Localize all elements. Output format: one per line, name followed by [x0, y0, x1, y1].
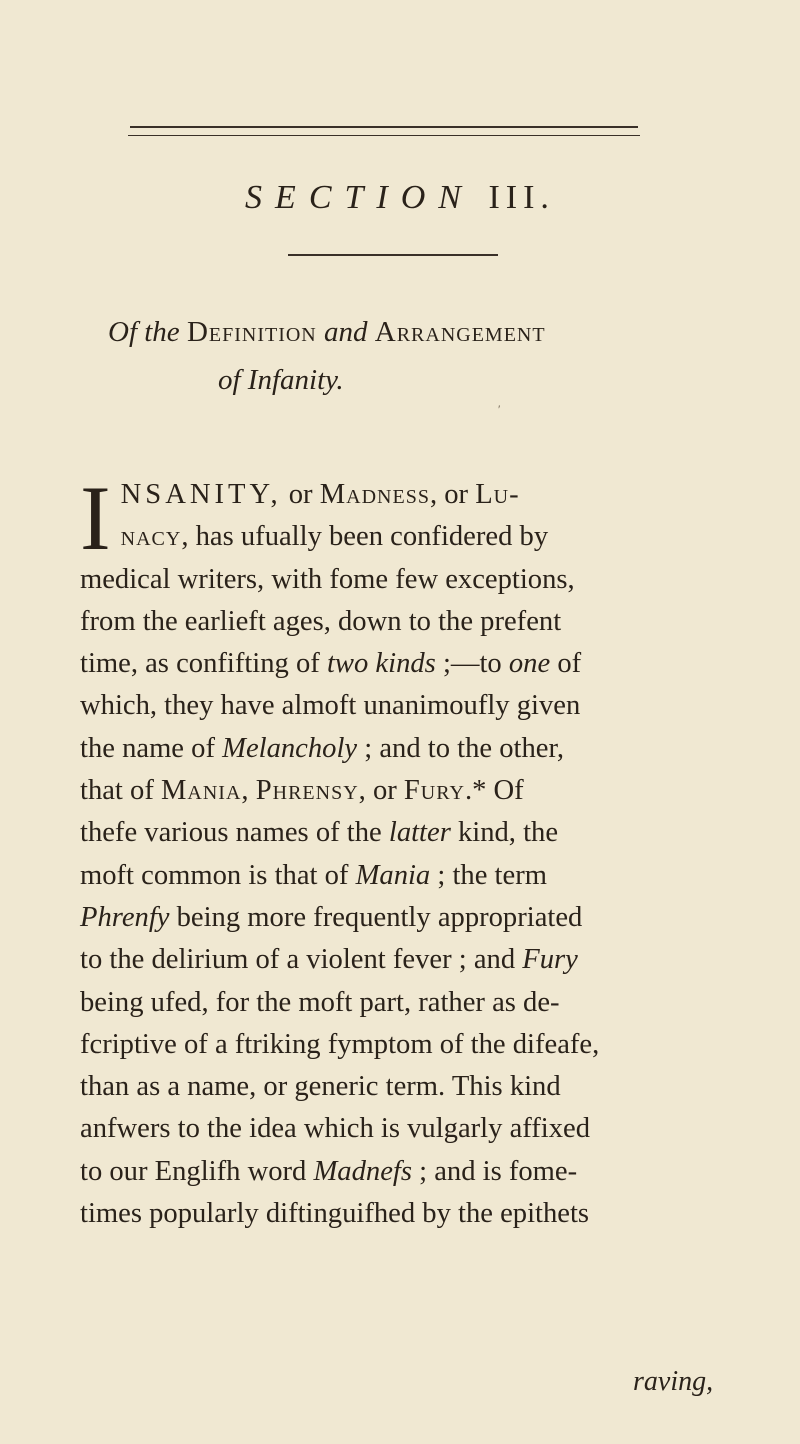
body-paragraph — [80, 467, 730, 1235]
text-line: thefe various names of the latter kind, the — [80, 817, 559, 849]
chapter-subtitle: of Infanity. — [218, 364, 344, 396]
title-and: and — [324, 316, 368, 348]
drop-cap: I — [80, 467, 111, 569]
text-line: fcriptive of a ftriking fymptom of the difeafe, — [80, 1028, 600, 1060]
title-definition: Definition — [186, 316, 317, 348]
text-line: nacy, has ufually been confidered by — [120, 521, 549, 553]
text-line: medical writers, with fome few exceptions, — [80, 563, 575, 595]
text-line: NSANITY, or Madness, or Lu- — [120, 479, 520, 510]
title-of-the: Of the — [108, 316, 180, 348]
header-rule-thin — [128, 135, 640, 136]
text-line: than as a name, or generic term. This kind — [80, 1071, 561, 1103]
text-line: from the earlieft ages, down to the prefent — [80, 605, 562, 637]
catchword: raving, — [633, 1366, 714, 1397]
section-divider-rule — [288, 254, 498, 256]
chapter-title — [108, 314, 546, 350]
section-word: SECTION — [245, 179, 474, 216]
header-rule-thick — [130, 126, 638, 128]
text-line: being ufed, for the moft part, rather as de- — [80, 986, 560, 1018]
text-line: moft common is that of Mania ; the term — [80, 859, 547, 891]
title-arrangement: Arrangement — [374, 316, 546, 348]
text-line: that of Mania, Phrensy, or Fury.* Of — [80, 775, 524, 807]
section-heading — [0, 178, 800, 218]
text-line: Phrenfy being more frequently appropriated — [80, 901, 583, 933]
text-line: which, they have almoft unanimoufly given — [80, 690, 581, 722]
text-line: times popularly diftinguifhed by the epithets — [80, 1198, 590, 1230]
text-line: time, as confifting of two kinds ;—to one of — [80, 648, 582, 680]
text-line: the name of Melancholy ; and to the other, — [80, 732, 564, 764]
text-line: to the delirium of a violent fever ; and Fury — [80, 944, 578, 976]
ink-mark: ′ — [498, 402, 501, 416]
text-line: anfwers to the idea which is vulgarly affixed — [80, 1113, 591, 1145]
text-line: to our Englifh word Madnefs ; and is fome- — [80, 1155, 578, 1187]
section-numeral: III. — [488, 179, 555, 216]
